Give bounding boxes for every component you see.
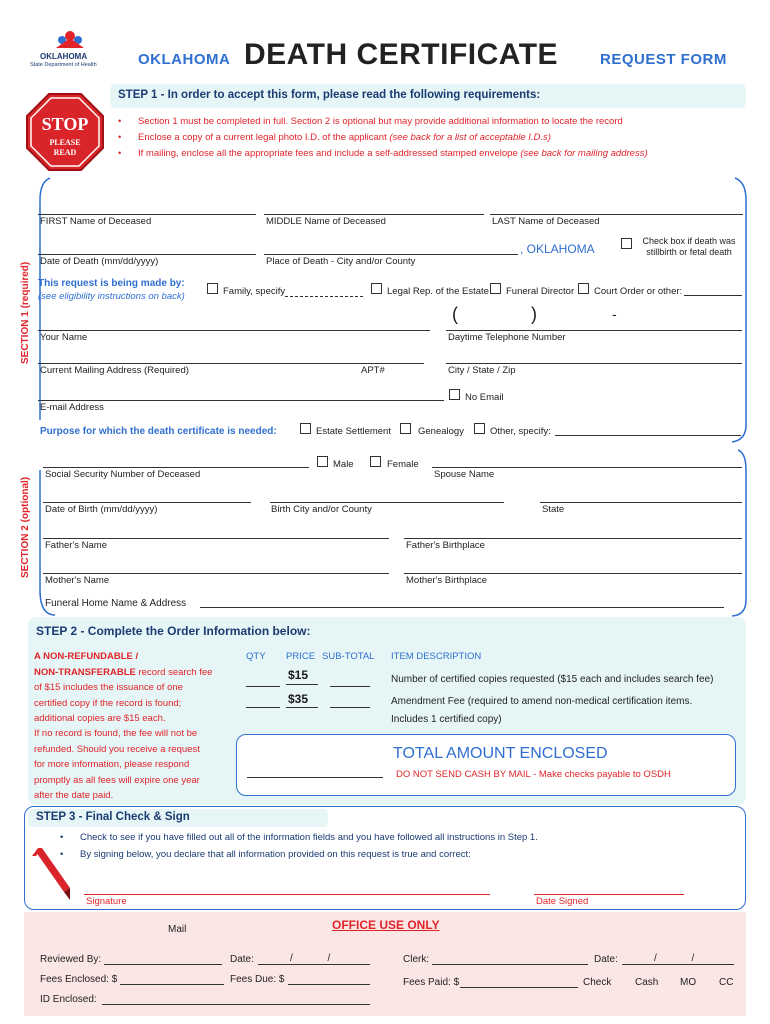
email-input[interactable] xyxy=(38,400,444,401)
dob-input[interactable] xyxy=(43,502,251,503)
mailing-address-input[interactable] xyxy=(38,363,424,364)
total-box xyxy=(236,734,736,796)
funeral-home-label: Funeral Home Name & Address xyxy=(45,598,187,609)
total-label: TOTAL AMOUNT ENCLOSED xyxy=(393,745,608,762)
nr-line2: record search fee xyxy=(135,666,213,678)
nf-line3: for more information, please respond xyxy=(34,759,190,770)
step3-heading: STEP 3 - Final Check & Sign xyxy=(36,811,190,823)
male-checkbox[interactable] xyxy=(317,456,328,467)
stop-word: STOP xyxy=(41,114,89,134)
price-amendment-underline xyxy=(286,707,318,708)
date-input-2[interactable] xyxy=(622,964,734,965)
fees-paid-input[interactable] xyxy=(460,987,578,988)
step3-bullet-1 xyxy=(52,829,538,846)
step1-b2-note: (see back for a list of acceptable I.D.s) xyxy=(389,132,551,143)
city-state-zip-input[interactable] xyxy=(446,363,742,364)
birth-state-label: State xyxy=(542,504,565,515)
qty-copies-input[interactable] xyxy=(246,686,280,687)
legal-rep-label: Legal Rep. of the Estate xyxy=(387,286,489,297)
place-of-death-label: Place of Death - City and/or County xyxy=(266,256,416,267)
middle-name-input[interactable] xyxy=(264,214,484,215)
step3-heading-bar xyxy=(28,809,328,827)
legal-rep-checkbox[interactable] xyxy=(371,283,382,294)
step1-b2: Enclose a copy of a current legal photo I.D. of the applicant xyxy=(138,132,387,143)
phone-close-paren: ) xyxy=(531,304,537,324)
step3-bullet-2 xyxy=(52,846,538,863)
no-email-checkbox[interactable] xyxy=(449,389,460,400)
stillbirth-label: Check box if death was stillbirth or fetal death xyxy=(642,236,736,257)
father-birthplace-input[interactable] xyxy=(404,538,742,539)
fees-due-input[interactable] xyxy=(288,984,370,985)
col-qty: QTY xyxy=(246,651,266,662)
court-order-checkbox[interactable] xyxy=(578,283,589,294)
spouse-label: Spouse Name xyxy=(434,469,495,480)
logo-text: OKLAHOMA xyxy=(40,52,88,61)
id-enclosed-label: ID Enclosed: xyxy=(40,994,97,1005)
family-checkbox[interactable] xyxy=(207,283,218,294)
header-state: OKLAHOMA xyxy=(138,51,231,68)
step1-b3: If mailing, enclose all the appropriate fees and include a self-addressed stamped envelope xyxy=(138,148,518,159)
nr-line3: of $15 includes the issuance of one xyxy=(34,682,183,693)
city-state-zip-label: City / State / Zip xyxy=(448,365,516,376)
fees-due-label: Fees Due: $ xyxy=(230,974,285,985)
mo-option[interactable]: MO xyxy=(680,977,697,988)
ssn-label: Social Security Number of Deceased xyxy=(45,469,201,480)
step1-bullet-3 xyxy=(110,146,648,162)
mailing-address-label: Current Mailing Address (Required) xyxy=(40,365,189,376)
step2-heading: STEP 2 - Complete the Order Information below: xyxy=(36,624,311,638)
step3-b1: Check to see if you have filled out all of the information fields and you have followed all instructions in Step 1. xyxy=(80,832,538,843)
step1-b1: Section 1 must be completed in full. Section 2 is optional but may provide additional information to locate the record xyxy=(138,116,623,127)
col-price: PRICE xyxy=(286,651,316,662)
male-label: Male xyxy=(333,459,354,470)
family-label: Family, specify xyxy=(223,286,286,297)
nf-line5: after the date paid. xyxy=(34,790,114,801)
subtotal-amendment-input[interactable] xyxy=(330,707,370,708)
reviewed-by-input[interactable] xyxy=(104,964,222,965)
total-note: DO NOT SEND CASH BY MAIL - Make checks payable to OSDH xyxy=(396,769,671,780)
desc-amendment-1: Amendment Fee (required to amend non-medical certification items. xyxy=(391,696,693,707)
stop-sign-icon xyxy=(25,92,105,172)
date-slashes-1: / / xyxy=(290,953,331,964)
page-title: DEATH CERTIFICATE xyxy=(244,38,559,71)
birth-city-input[interactable] xyxy=(270,502,504,503)
father-name-label: Father's Name xyxy=(45,540,108,551)
stop-line2: READ xyxy=(53,148,77,157)
father-name-input[interactable] xyxy=(43,538,389,539)
signature-label: Signature xyxy=(86,896,127,907)
phone-label: Daytime Telephone Number xyxy=(448,332,566,343)
spouse-input[interactable] xyxy=(432,467,742,468)
mail-label: Mail xyxy=(168,924,187,935)
fees-enclosed-input[interactable] xyxy=(120,984,224,985)
ssn-input[interactable] xyxy=(43,467,309,468)
court-order-input[interactable] xyxy=(684,295,742,296)
nr-line4: certified copy if the record is found; xyxy=(34,697,182,709)
date-input-1[interactable] xyxy=(258,964,370,965)
cash-option[interactable]: Cash xyxy=(635,977,659,988)
step1-heading: STEP 1 - In order to accept this form, please read the following requirements: xyxy=(118,89,541,101)
fees-enclosed-label: Fees Enclosed: $ xyxy=(40,974,118,985)
birth-city-label: Birth City and/or County xyxy=(271,504,372,515)
price-amendment: $35 xyxy=(288,692,309,706)
clerk-label: Clerk: xyxy=(403,954,430,965)
logo-subtext: State Department of Health xyxy=(30,62,97,68)
step1-b3-note: (see back for mailing address) xyxy=(520,148,648,159)
desc-copies: Number of certified copies requested ($15 each and includes search fee) xyxy=(391,674,714,685)
no-record-note xyxy=(34,726,200,804)
nr-line2-bold: NON-TRANSFERABLE xyxy=(34,666,136,678)
place-of-death-input[interactable] xyxy=(264,254,518,255)
nf-line4: promptly as all fees will expire one year xyxy=(34,774,200,786)
female-checkbox[interactable] xyxy=(370,456,381,467)
cc-option[interactable]: CC xyxy=(719,977,734,988)
header-subtitle: REQUEST FORM xyxy=(600,51,727,68)
family-specify-input[interactable] xyxy=(285,296,363,297)
date-signed-label: Date Signed xyxy=(536,896,589,907)
check-option[interactable]: Check xyxy=(583,977,612,988)
desc-amendment-2: Includes 1 certified copy) xyxy=(391,714,502,725)
estate-settlement-checkbox[interactable] xyxy=(300,423,311,434)
step1-bullet-1 xyxy=(110,114,648,130)
apt-label: APT# xyxy=(361,365,385,376)
total-amount-input[interactable] xyxy=(247,777,383,778)
father-birthplace-label: Father's Birthplace xyxy=(406,540,485,551)
id-enclosed-input[interactable] xyxy=(102,1004,370,1005)
step1-heading-bar xyxy=(110,84,746,108)
date-signed-input[interactable] xyxy=(534,894,684,895)
dob-label: Date of Birth (mm/dd/yyyy) xyxy=(45,504,158,515)
funeral-home-input[interactable] xyxy=(200,607,724,608)
female-label: Female xyxy=(387,459,419,470)
fees-paid-label: Fees Paid: $ xyxy=(403,977,460,988)
no-email-label: No Email xyxy=(465,392,504,403)
mother-name-input[interactable] xyxy=(43,573,389,574)
qty-amendment-input[interactable] xyxy=(246,707,280,708)
genealogy-checkbox[interactable] xyxy=(400,423,411,434)
phone-open-paren: ( xyxy=(452,304,458,324)
date-of-death-input[interactable] xyxy=(38,254,256,255)
last-name-label: LAST Name of Deceased xyxy=(492,216,600,227)
your-name-label: Your Name xyxy=(40,332,88,343)
office-heading: OFFICE USE ONLY xyxy=(332,918,440,932)
nf-line1: If no record is found, the fee will not be xyxy=(34,728,198,739)
court-order-label: Court Order or other: xyxy=(594,286,683,297)
stillbirth-checkbox[interactable] xyxy=(621,238,632,249)
mother-name-label: Mother's Name xyxy=(45,575,110,586)
date-slashes-2: / / xyxy=(654,953,695,964)
first-name-input[interactable] xyxy=(38,214,256,215)
purpose-label: Purpose for which the death certificate is needed: xyxy=(40,426,277,437)
nr-line5: additional copies are $15 each. xyxy=(34,713,166,724)
middle-name-label: MIDDLE Name of Deceased xyxy=(266,216,386,227)
your-name-input[interactable] xyxy=(38,330,430,331)
nonrefundable-note xyxy=(34,649,212,727)
logo xyxy=(26,28,106,74)
nr-line1: A NON-REFUNDABLE / xyxy=(34,651,139,662)
date-of-death-label: Date of Death (mm/dd/yyyy) xyxy=(40,256,159,267)
mother-birthplace-label: Mother's Birthplace xyxy=(406,575,488,586)
col-desc: ITEM DESCRIPTION xyxy=(391,651,482,662)
price-copies: $15 xyxy=(288,668,309,682)
subtotal-copies-input[interactable] xyxy=(330,686,370,687)
step1-bullet-2 xyxy=(110,130,648,146)
clerk-input[interactable] xyxy=(432,964,588,965)
step1-bullets xyxy=(110,114,648,162)
section1-side-label: SECTION 1 (required) xyxy=(20,261,31,364)
signature-input[interactable] xyxy=(84,894,490,895)
step3-b2: By signing below, you declare that all information provided on this request is true and correct: xyxy=(80,849,471,860)
email-label: E-mail Address xyxy=(40,402,104,413)
made-by-label: This request is being made by: xyxy=(38,278,185,289)
date-label-1: Date: xyxy=(230,954,254,965)
first-name-label: FIRST Name of Deceased xyxy=(40,216,152,227)
phone-dash: - xyxy=(612,306,617,322)
eligibility-note: (see eligibility instructions on back) xyxy=(38,291,185,302)
phone-input[interactable] xyxy=(446,330,742,331)
funeral-director-label: Funeral Director xyxy=(506,286,575,297)
other-purpose-label: Other, specify: xyxy=(490,426,551,437)
last-name-input[interactable] xyxy=(490,214,743,215)
col-subtotal: SUB-TOTAL xyxy=(322,651,375,662)
funeral-director-checkbox[interactable] xyxy=(490,283,501,294)
section2-side-label: SECTION 2 (optional) xyxy=(20,476,31,578)
mother-birthplace-input[interactable] xyxy=(404,573,742,574)
other-purpose-checkbox[interactable] xyxy=(474,423,485,434)
price-copies-underline xyxy=(286,684,318,685)
nf-line2: refunded. Should you receive a request xyxy=(34,743,200,755)
pen-icon xyxy=(28,846,78,906)
stop-line1: PLEASE xyxy=(49,138,81,147)
birth-state-input[interactable] xyxy=(540,502,742,503)
oklahoma-suffix: , OKLAHOMA xyxy=(520,242,595,256)
reviewed-by-label: Reviewed By: xyxy=(40,954,102,965)
genealogy-label: Genealogy xyxy=(418,426,464,437)
other-purpose-input[interactable] xyxy=(555,435,741,436)
date-label-2: Date: xyxy=(594,954,618,965)
estate-settlement-label: Estate Settlement xyxy=(316,426,391,437)
step3-bullets xyxy=(52,829,538,863)
